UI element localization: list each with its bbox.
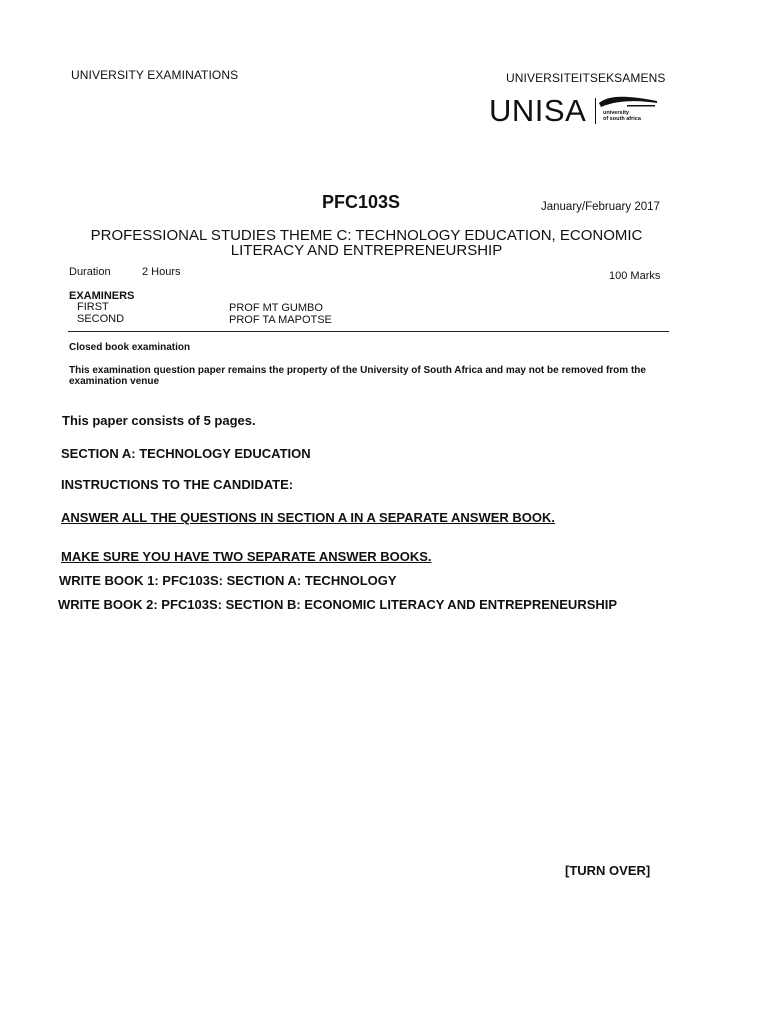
duration-label: Duration (69, 266, 111, 278)
exam-title-line1: PROFESSIONAL STUDIES THEME C: TECHNOLOGY EDUCATION, ECONOMIC (90, 227, 643, 244)
page-count: This paper consists of 5 pages. (62, 413, 256, 428)
book-1-instruction: WRITE BOOK 1: PFC103S: SECTION A: TECHNOLOGY (59, 573, 397, 588)
make-sure-instruction: MAKE SURE YOU HAVE TWO SEPARATE ANSWER BOOKS. (61, 549, 432, 564)
header-left: UNIVERSITY EXAMINATIONS (71, 68, 239, 82)
header-right: UNIVERSITEITSEKSAMENS (506, 71, 666, 85)
logo-divider (595, 98, 596, 124)
duration-value: 2 Hours (142, 266, 181, 278)
answer-all-instruction: ANSWER ALL THE QUESTIONS IN SECTION A IN A SEPARATE ANSWER BOOK. (61, 510, 556, 525)
logo-word: UNISA (489, 93, 587, 128)
first-examiner-label: FIRST (77, 301, 109, 313)
exam-code: PFC103S (322, 192, 401, 212)
closed-book-note: Closed book examination (69, 342, 191, 353)
turn-over-note: [TURN OVER] (565, 863, 651, 878)
unisa-logo (489, 93, 659, 133)
exam-title-line2: LITERACY AND ENTREPRENEURSHIP (230, 242, 503, 259)
instructions-heading: INSTRUCTIONS TO THE CANDIDATE: (61, 477, 294, 492)
total-marks: 100 Marks (609, 270, 661, 282)
logo-subtitle (603, 110, 653, 122)
logo-sub-line1: university (603, 110, 629, 116)
exam-title (40, 228, 693, 258)
second-examiner-name: PROF TA MAPOTSE (229, 314, 332, 326)
examiners-heading: EXAMINERS (69, 290, 135, 302)
logo-sub-line2: of south africa (603, 116, 641, 122)
divider-rule (68, 331, 669, 332)
property-notice: This examination question paper remains the property of the University of South Africa and may not be removed from the examination venue (69, 365, 646, 387)
first-examiner-name: PROF MT GUMBO (229, 302, 323, 314)
book-2-instruction: WRITE BOOK 2: PFC103S: SECTION B: ECONOMIC LITERACY AND ENTREPRENEURSHIP (58, 597, 618, 612)
second-examiner-label: SECOND (77, 313, 125, 325)
section-a-heading: SECTION A: TECHNOLOGY EDUCATION (61, 446, 311, 461)
exam-date: January/February 2017 (541, 201, 660, 213)
